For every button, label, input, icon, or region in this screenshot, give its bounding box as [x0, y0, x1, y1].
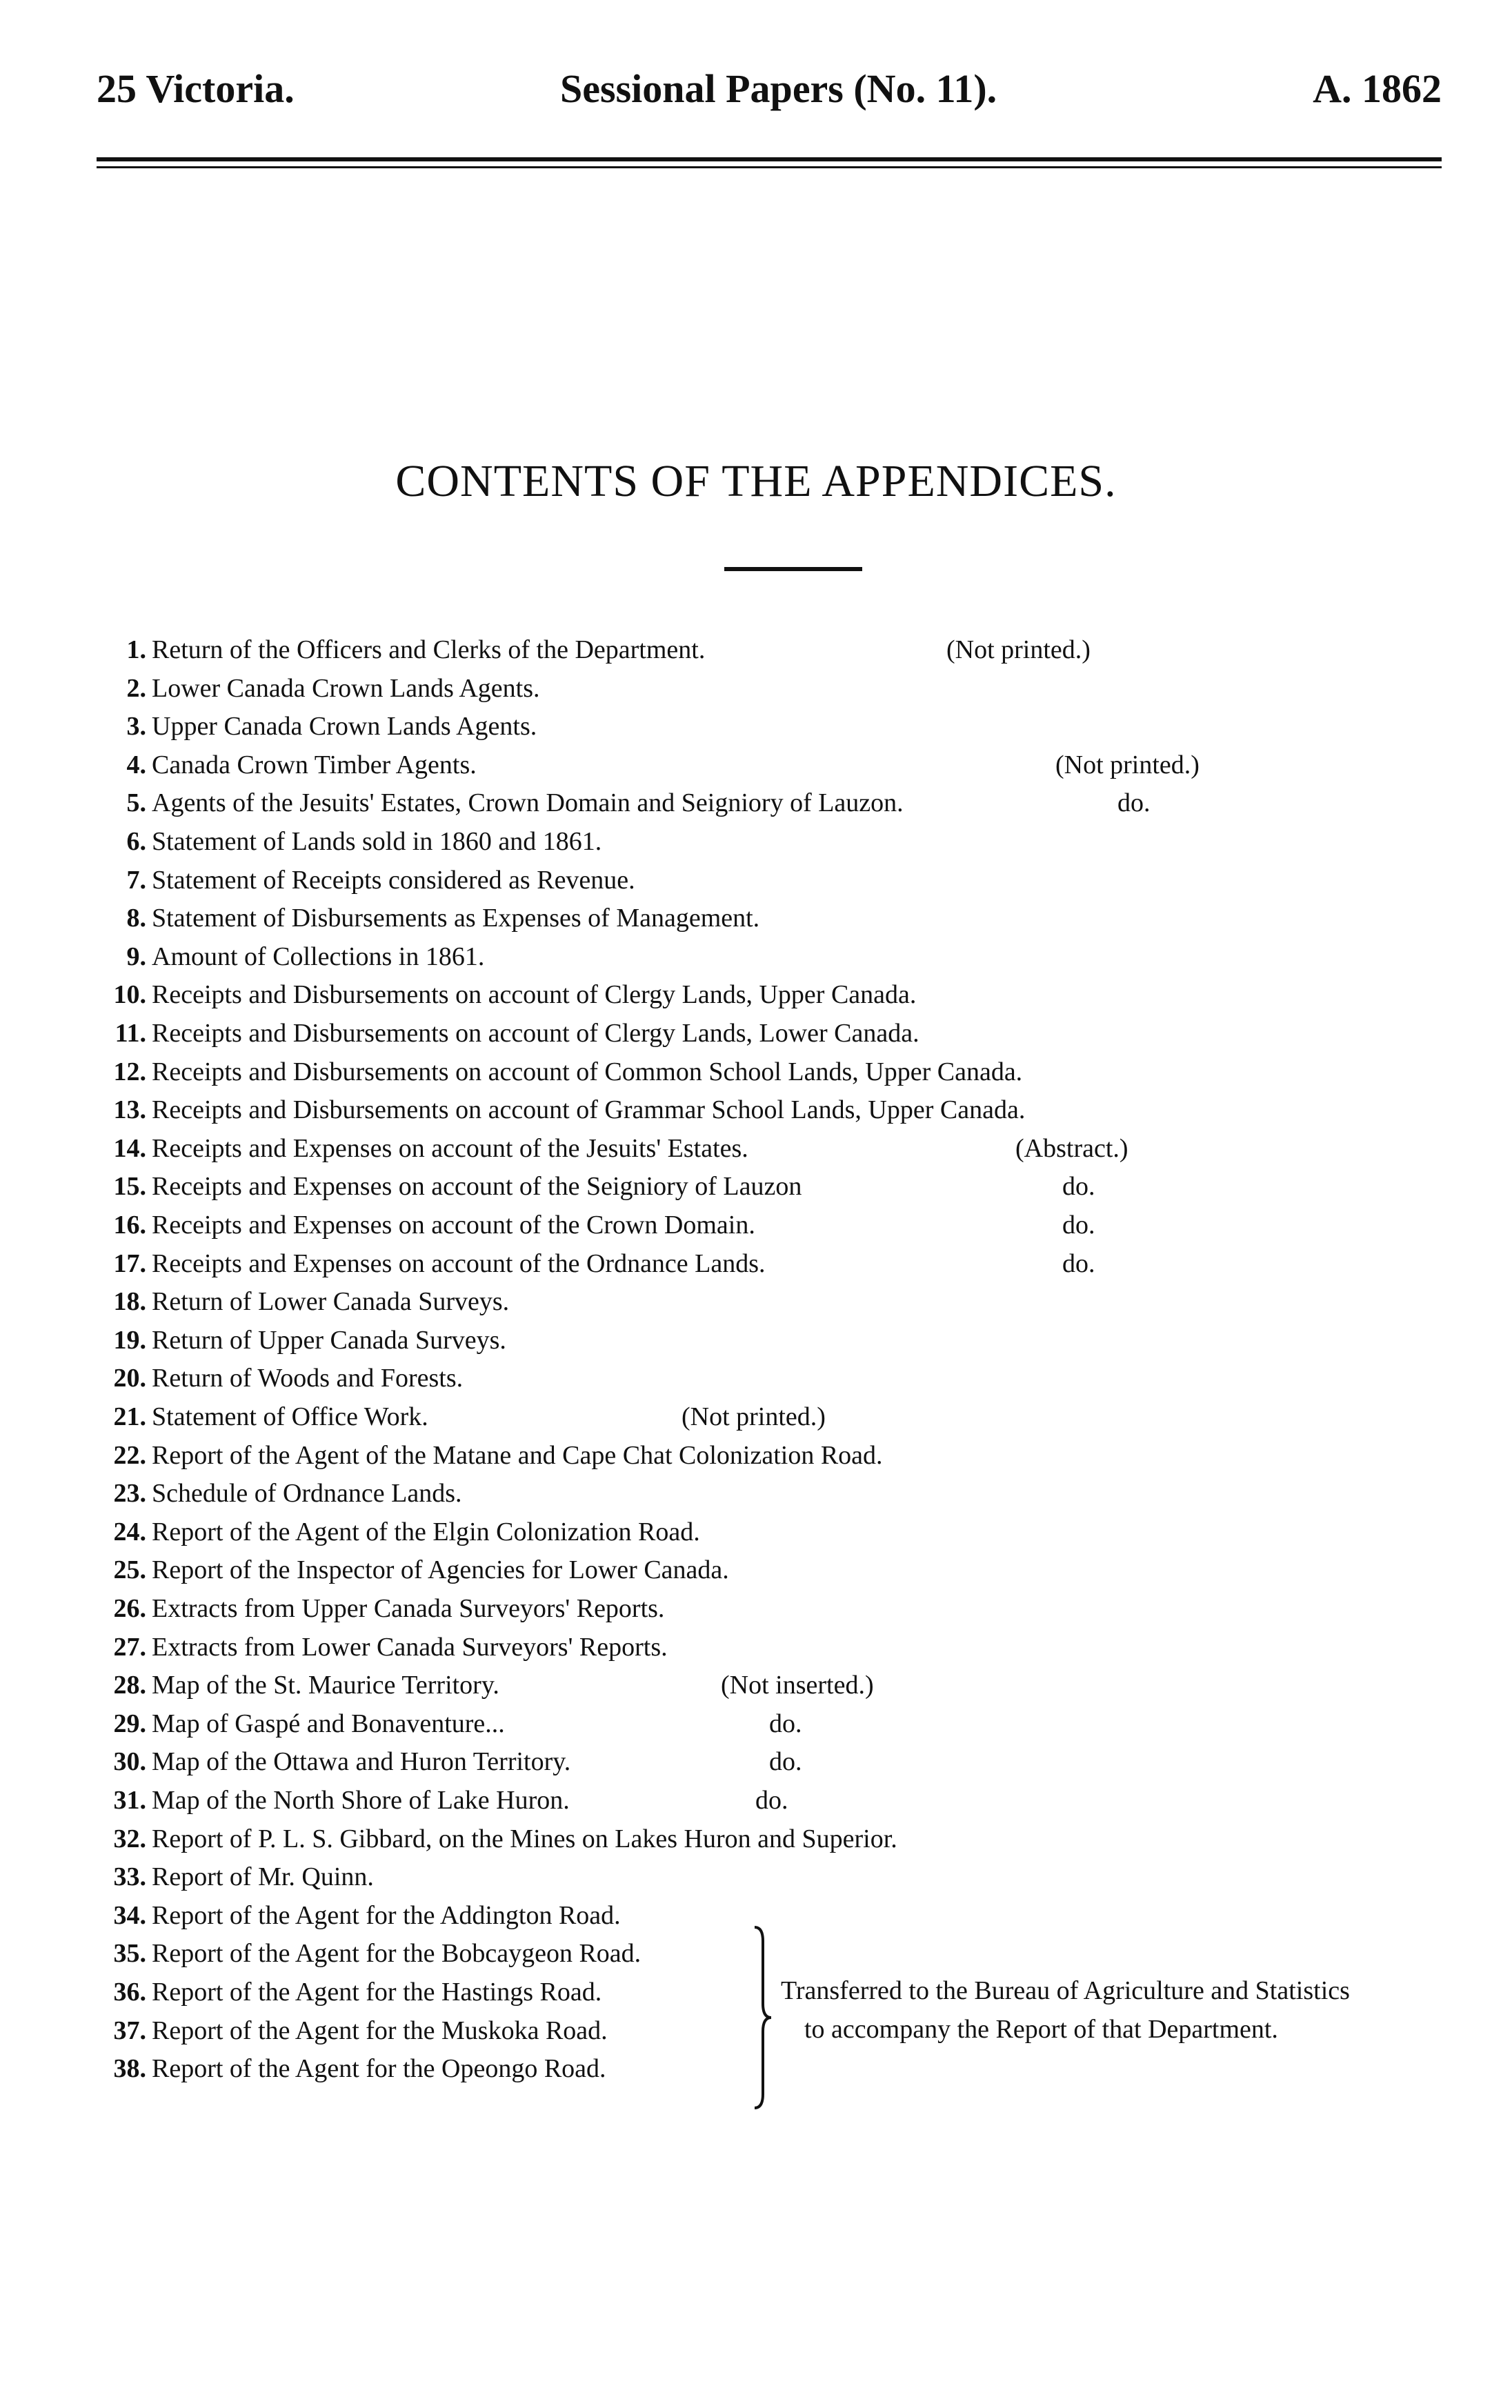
- list-item: [0, 1555, 1512, 1593]
- item-number: 38.: [113, 2054, 146, 2084]
- item-note: do.: [1062, 1172, 1095, 1202]
- item-title: Report of the Agent for the Opeongo Road.: [152, 2054, 606, 2084]
- list-item: [0, 903, 1512, 942]
- item-number: 8.: [126, 904, 146, 933]
- item-note: do.: [769, 1747, 802, 1777]
- list-item: [0, 711, 1512, 750]
- item-title: Receipts and Expenses on account of the Crown Domain.: [152, 1211, 755, 1240]
- title-divider: [724, 567, 862, 571]
- running-header: [97, 66, 1442, 128]
- item-title: Report of the Agent for the Addington Road.: [152, 1900, 621, 1930]
- item-note: do.: [1062, 1248, 1095, 1278]
- item-note: (Not printed.): [946, 635, 1091, 664]
- item-number: 16.: [113, 1211, 146, 1240]
- list-item: [0, 1785, 1512, 1824]
- list-item: [0, 1325, 1512, 1364]
- item-title: Agents of the Jesuits' Estates, Crown Domain and Seigniory of Lauzon.: [152, 788, 904, 818]
- item-number: 36.: [113, 1978, 146, 2007]
- item-title: Canada Crown Timber Agents.: [152, 750, 477, 779]
- list-item: [0, 1747, 1512, 1785]
- item-number: 32.: [113, 1824, 146, 1853]
- item-number: 15.: [113, 1172, 146, 1202]
- item-number: 26.: [113, 1594, 146, 1623]
- item-title: Receipts and Expenses on account of the Jesuits' Estates.: [152, 1133, 748, 1163]
- item-title: Upper Canada Crown Lands Agents.: [152, 712, 537, 742]
- item-note: do.: [1062, 1211, 1095, 1240]
- list-item: [0, 1824, 1512, 1862]
- item-number: 24.: [113, 1517, 146, 1546]
- header-rule-thick: [97, 157, 1442, 161]
- item-number: 2.: [126, 673, 146, 703]
- item-number: 22.: [113, 1440, 146, 1470]
- list-item: [0, 1133, 1512, 1172]
- list-item: [0, 1248, 1512, 1287]
- list-item: [0, 979, 1512, 1018]
- item-number: 33.: [113, 1862, 146, 1892]
- list-item: [0, 1018, 1512, 1057]
- item-title: Receipts and Disbursements on account of Grammar School Lands, Upper Canada.: [152, 1095, 1026, 1125]
- item-note: (Abstract.): [1015, 1133, 1128, 1163]
- list-item: [0, 826, 1512, 865]
- item-title: Map of the St. Maurice Territory.: [152, 1671, 499, 1700]
- item-title: Report of the Agent for the Muskoka Road.: [152, 2016, 608, 2045]
- item-number: 31.: [113, 1786, 146, 1815]
- item-number: 19.: [113, 1325, 146, 1355]
- item-title: Receipts and Disbursements on account of Common School Lands, Upper Canada.: [152, 1057, 1023, 1086]
- list-item: [0, 1478, 1512, 1517]
- item-note: (Not printed.): [682, 1402, 826, 1431]
- item-note: do.: [755, 1786, 788, 1815]
- list-item: [0, 1440, 1512, 1479]
- list-item: [0, 1593, 1512, 1632]
- item-title: Receipts and Expenses on account of the Seigniory of Lauzon: [152, 1172, 802, 1202]
- item-title: Extracts from Lower Canada Surveyors' Reports.: [152, 1632, 668, 1662]
- item-number: 3.: [126, 712, 146, 742]
- list-item: [0, 750, 1512, 788]
- item-title: Return of the Officers and Clerks of the Department.: [152, 635, 706, 664]
- list-item: [0, 942, 1512, 980]
- item-title: Lower Canada Crown Lands Agents.: [152, 673, 540, 703]
- item-title: Return of Lower Canada Surveys.: [152, 1287, 510, 1317]
- list-item: [0, 1095, 1512, 1133]
- item-number: 18.: [113, 1287, 146, 1317]
- item-title: Report of Mr. Quinn.: [152, 1862, 374, 1892]
- item-number: 10.: [113, 980, 146, 1010]
- list-item: [0, 1709, 1512, 1747]
- item-number: 21.: [113, 1402, 146, 1431]
- list-item: [0, 673, 1512, 712]
- item-number: 14.: [113, 1133, 146, 1163]
- list-item: [0, 1862, 1512, 1900]
- list-item: [0, 1286, 1512, 1325]
- item-note: do.: [769, 1709, 802, 1738]
- item-title: Report of the Inspector of Agencies for Lower Canada.: [152, 1555, 729, 1585]
- item-title: Report of the Agent of the Matane and Cape Chat Colonization Road.: [152, 1440, 883, 1470]
- item-title: Schedule of Ordnance Lands.: [152, 1479, 462, 1509]
- list-item: [0, 1402, 1512, 1440]
- item-number: 6.: [126, 827, 146, 856]
- item-note: (Not inserted.): [721, 1671, 874, 1700]
- item-title: Report of P. L. S. Gibbard, on the Mines on Lakes Huron and Superior.: [152, 1824, 897, 1853]
- item-title: Return of Woods and Forests.: [152, 1364, 464, 1393]
- item-note: do.: [1117, 788, 1151, 818]
- item-title: Map of the North Shore of Lake Huron.: [152, 1786, 570, 1815]
- page-title: CONTENTS OF THE APPENDICES.: [395, 456, 1117, 506]
- header-paper-number: Sessional Papers (No. 11).: [560, 66, 997, 111]
- item-number: 13.: [113, 1095, 146, 1125]
- item-number: 28.: [113, 1671, 146, 1700]
- item-number: 17.: [113, 1248, 146, 1278]
- item-title: Extracts from Upper Canada Surveyors' Reports.: [152, 1594, 665, 1623]
- list-item: [0, 1632, 1512, 1671]
- item-number: 25.: [113, 1555, 146, 1585]
- brace-note-line-1: Transferred to the Bureau of Agriculture and Statistics: [781, 1976, 1350, 2005]
- header-session: 25 Victoria.: [97, 66, 295, 111]
- item-title: Receipts and Disbursements on account of Clergy Lands, Lower Canada.: [152, 1019, 919, 1048]
- item-number: 7.: [126, 865, 146, 895]
- list-item: [0, 1363, 1512, 1402]
- item-title: Map of the Ottawa and Huron Territory.: [152, 1747, 571, 1777]
- item-number: 30.: [113, 1747, 146, 1777]
- item-number: 12.: [113, 1057, 146, 1086]
- list-item: [0, 788, 1512, 826]
- item-number: 20.: [113, 1364, 146, 1393]
- item-number: 37.: [113, 2016, 146, 2045]
- item-title: Receipts and Expenses on account of the Ordnance Lands.: [152, 1248, 766, 1278]
- item-number: 11.: [115, 1019, 146, 1048]
- item-number: 23.: [113, 1479, 146, 1509]
- item-title: Statement of Lands sold in 1860 and 1861.: [152, 827, 602, 856]
- item-number: 5.: [126, 788, 146, 818]
- list-item: [0, 1670, 1512, 1709]
- item-number: 1.: [126, 635, 146, 664]
- list-item: [0, 1210, 1512, 1248]
- item-title: Report of the Agent for the Hastings Road.: [152, 1978, 602, 2007]
- item-title: Map of Gaspé and Bonaventure...: [152, 1709, 505, 1738]
- list-item: [0, 635, 1512, 673]
- brace-note-line-2: to accompany the Report of that Department.: [804, 2015, 1278, 2044]
- list-item: [0, 1057, 1512, 1095]
- item-number: 27.: [113, 1632, 146, 1662]
- item-title: Statement of Office Work.: [152, 1402, 428, 1431]
- item-number: 29.: [113, 1709, 146, 1738]
- item-title: Statement of Receipts considered as Revenue.: [152, 865, 635, 895]
- item-title: Amount of Collections in 1861.: [152, 942, 485, 971]
- item-number: 35.: [113, 1939, 146, 1969]
- header-year: A. 1862: [1313, 66, 1442, 111]
- list-item: [0, 865, 1512, 904]
- right-brace: [752, 1924, 773, 2111]
- list-item: [0, 1517, 1512, 1555]
- item-title: Receipts and Disbursements on account of Clergy Lands, Upper Canada.: [152, 980, 917, 1010]
- item-title: Report of the Agent of the Elgin Colonization Road.: [152, 1517, 700, 1546]
- list-item: [0, 1171, 1512, 1210]
- item-title: Report of the Agent for the Bobcaygeon Road.: [152, 1939, 641, 1969]
- item-title: Return of Upper Canada Surveys.: [152, 1325, 506, 1355]
- item-note: (Not printed.): [1055, 750, 1200, 779]
- brace-note: [781, 1971, 1443, 2049]
- item-number: 4.: [126, 750, 146, 779]
- header-rule-thin: [97, 166, 1442, 168]
- item-number: 9.: [126, 942, 146, 971]
- item-title: Statement of Disbursements as Expenses of Management.: [152, 904, 760, 933]
- item-number: 34.: [113, 1900, 146, 1930]
